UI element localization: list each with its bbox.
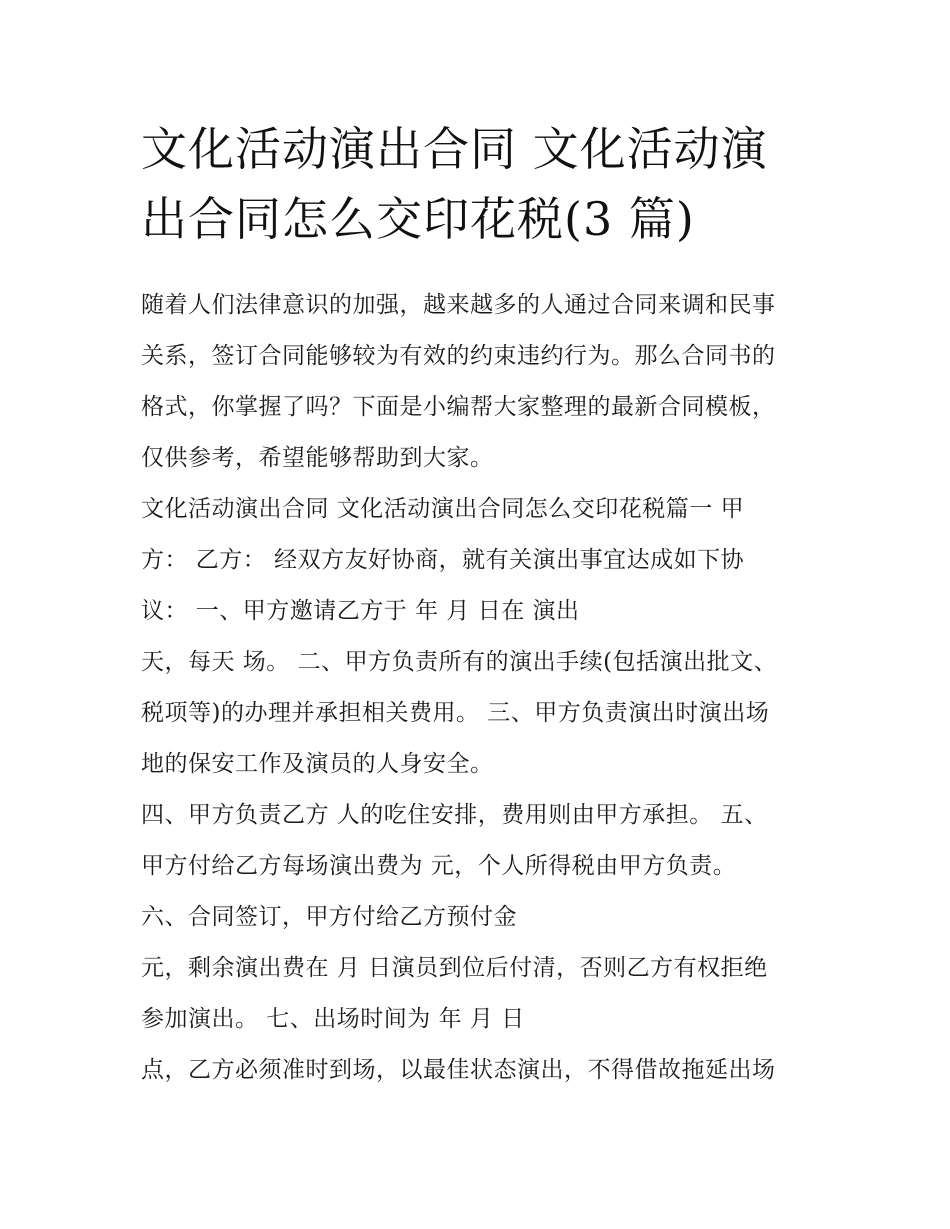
document-title [141,114,831,254]
document-body [141,280,831,1096]
body-line: 关系，签订合同能够较为有效的约束违约行为。那么合同书的 [141,343,776,369]
body-line: 甲方付给乙方每场演出费为 元，个人所得税由甲方负责。 [141,853,737,879]
body-line: 税项等)的办理并承担相关费用。 三、甲方负责演出时演出场 [141,700,770,726]
body-line: 地的保安工作及演员的人身安全。 [141,751,494,777]
body-line: 点，乙方必须准时到场，以最佳状态演出，不得借故拖延出场 [141,1057,776,1083]
body-line: 仅供参考，希望能够帮助到大家。 [141,445,494,471]
title-line-1: 文化活动演出合同 文化活动演 [141,122,768,176]
body-line: 天，每天 场。 二、甲方负责所有的演出手续(包括演出批文、 [141,649,778,675]
body-line: 议： 一、甲方邀请乙方于 年 月 日在 演出 [141,598,580,624]
body-line: 六、合同签订，甲方付给乙方预付金 [141,904,517,930]
body-line: 四、甲方负责乙方 人的吃住安排，费用则由甲方承担。 五、 [141,802,768,828]
body-line: 文化活动演出合同 文化活动演出合同怎么交印花税篇一 甲 [141,496,745,522]
body-line: 元，剩余演出费在 月 日演员到位后付清，否则乙方有权拒绝 [141,955,768,981]
body-line: 随着人们法律意识的加强，越来越多的人通过合同来调和民事 [141,292,776,318]
body-line: 格式，你掌握了吗？下面是小编帮大家整理的最新合同模板， [141,394,776,420]
body-line: 参加演出。 七、出场时间为 年 月 日 [141,1006,525,1032]
title-line-2: 出合同怎么交印花税(3 篇) [141,192,695,246]
body-line: 方： 乙方： 经双方友好协商，就有关演出事宜达成如下协 [141,547,745,573]
